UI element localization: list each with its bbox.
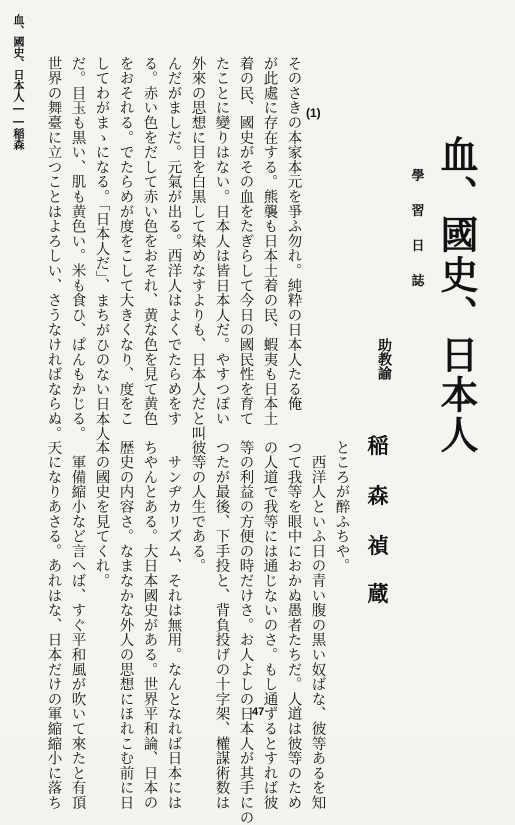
left-text-column: をおそれる。でたらめが度をこして大きくなり、度をこ bbox=[117, 56, 134, 426]
right-text-column: つたが最後、下手投と、背負投げの十字架、權謀術数は bbox=[213, 440, 230, 810]
subtitle-char: 學 bbox=[411, 169, 425, 184]
left-text-column: そのさきの本家本元を爭ふ勿れ。純粋の日本人たる俺 bbox=[285, 56, 302, 412]
left-text-column: る。赤い色をだして赤い色をおそれ、黄な色を見て黄色 bbox=[141, 56, 158, 426]
right-text-column: つて我等を眼中におかぬ愚者たちだ。人道は彼等のため bbox=[285, 440, 302, 810]
right-text-column: 西洋人といふ日の青い腹の黒い奴ばな、彼等あるを知 bbox=[309, 440, 326, 810]
right-text-column: 天になりあさる。あれはな、日本だけの軍縮縮小に落ち bbox=[45, 440, 62, 810]
author-name-char: 森 bbox=[367, 483, 389, 508]
left-text-column: してわがまゝになる。「日本人だ」、まちがひのない日本人 bbox=[93, 56, 110, 442]
page-number: 47 bbox=[252, 706, 265, 718]
right-text-column: 本の國史を見てくれ。 bbox=[93, 440, 110, 588]
left-text-column: 外來の思想に目を白黒して染めなすよりも、日本人だと叫 bbox=[189, 56, 206, 441]
author-name-char: 稲 bbox=[367, 433, 389, 458]
right-text-column: ちやんとある。大日本國史がある。世界平和論、日本の bbox=[141, 440, 158, 810]
right-text-column: の人道で我等には通じないのさ。もし通ずるとすれば彼 bbox=[261, 440, 278, 810]
left-text-column: 世界の舞臺に立つことはよろしい、さうなければならぬ。 bbox=[45, 56, 62, 441]
left-text-column: たことに變りはない。日本人は皆日本人だ。やすつぽい bbox=[213, 56, 230, 426]
right-text-column: サンヂカリズム、それは無用。なんとなれば日本には bbox=[165, 440, 182, 810]
left-text-column: だ。目玉も黒い、肌も黄色い。米も食ひ、ぱんもかじる。 bbox=[69, 56, 86, 441]
subtitle-char: 日 bbox=[411, 239, 425, 254]
article-title: 血、國史、日本人 bbox=[434, 135, 479, 455]
right-text-column: 等の利益の方便の時だけさ。お人よしの日本人が其手にの bbox=[237, 440, 254, 825]
left-text-column: 着の民、國史がその血をたぎらして今日の國民性を育て bbox=[237, 56, 254, 426]
left-text-column: んだがましだ。元氣が出る。西洋人はよくでたらめをす bbox=[165, 56, 182, 426]
section-marker: (1) bbox=[306, 106, 321, 120]
running-header: 血、國史、日本人――稲森 bbox=[12, 14, 25, 150]
right-text-column: 歴史の内容さ。なまなかな外人の思想にほれこむ前に日 bbox=[117, 440, 134, 810]
right-text-column: 彼等の人生である。 bbox=[189, 440, 206, 574]
author-name-char: 蔵 bbox=[367, 581, 389, 606]
subtitle-char: 誌 bbox=[411, 274, 425, 289]
subtitle-char: 習 bbox=[411, 204, 425, 219]
right-text-column: ところが醉ふちや。 bbox=[333, 440, 350, 574]
right-text-column: 軍備縮小など言へば、すぐ平和風が吹いて來たと有頂 bbox=[69, 440, 86, 810]
author-role: 助教諭 bbox=[376, 338, 392, 380]
author-name-char: 禎 bbox=[367, 533, 389, 558]
left-text-column: が此處に存在する。熊襲も日本土着の民、蝦夷も日本土 bbox=[261, 56, 278, 426]
